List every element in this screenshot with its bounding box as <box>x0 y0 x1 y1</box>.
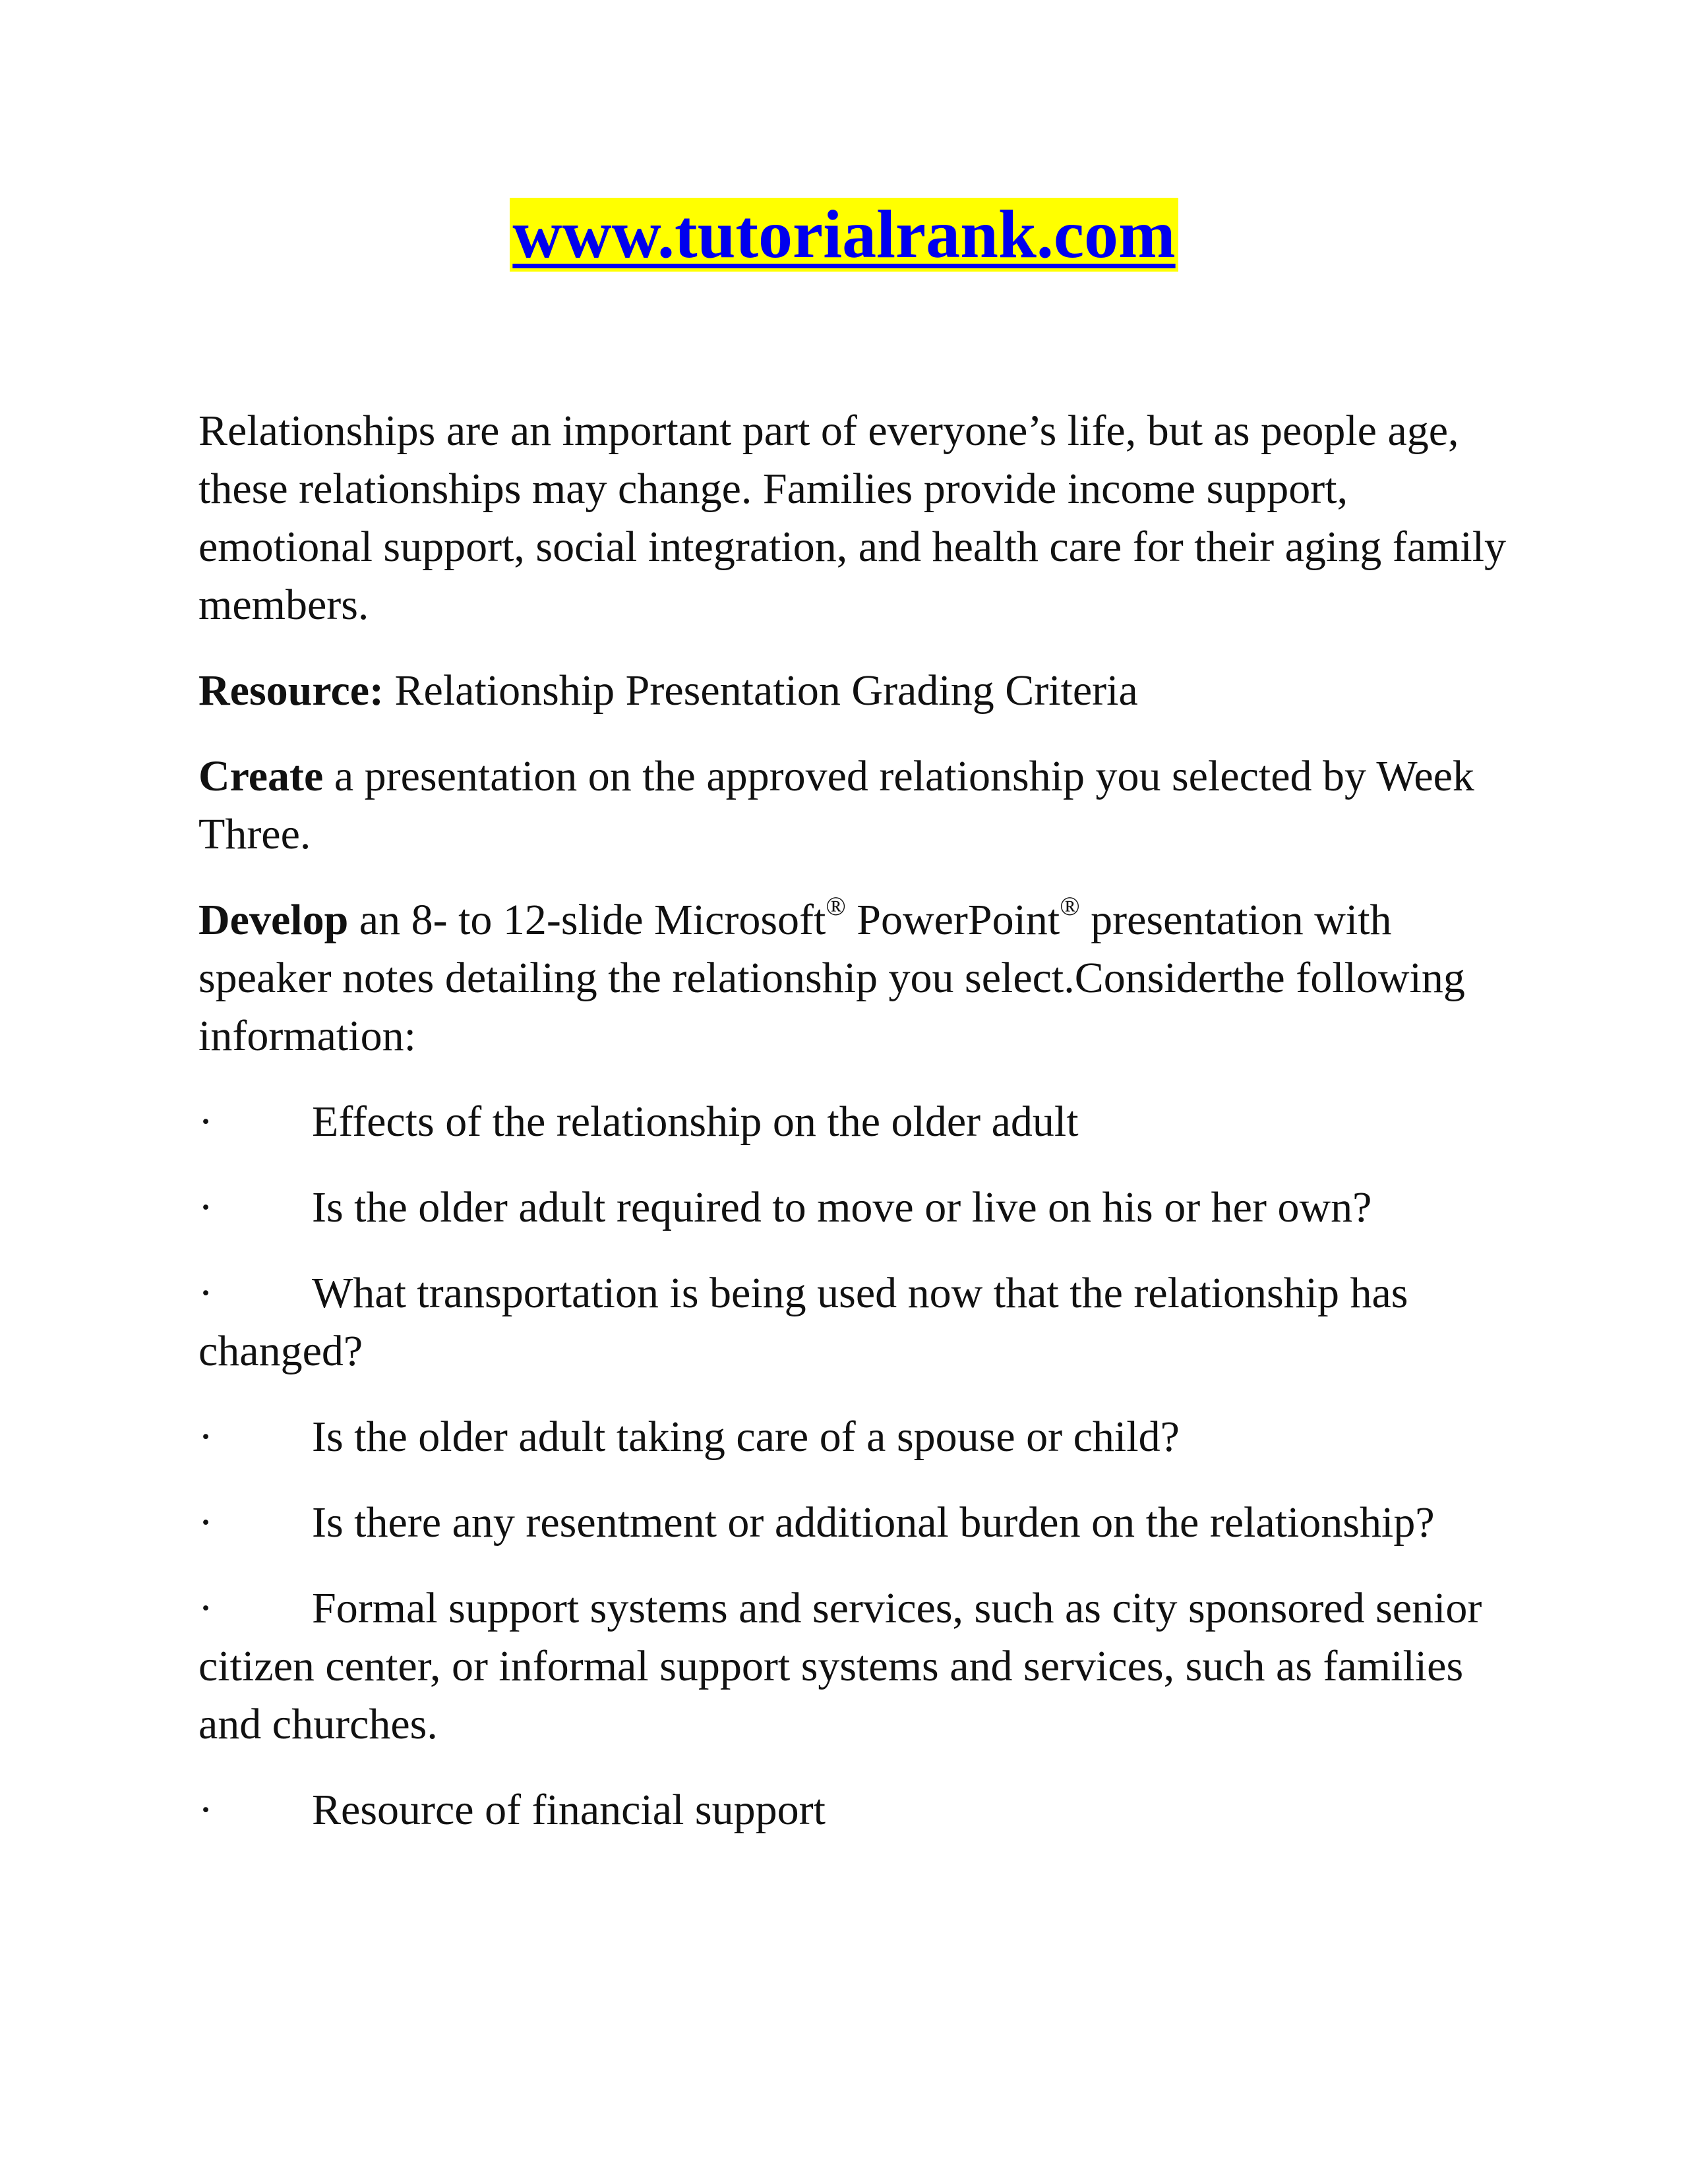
bullet-text: Formal support systems and services, such as city sponsored senior citizen center, or informal support systems and services, such as families and churches. <box>198 1584 1482 1748</box>
resource-label: Resource: <box>198 666 384 715</box>
resource-paragraph <box>198 662 1517 720</box>
create-paragraph <box>198 748 1517 864</box>
resource-text: Relationship Presentation Grading Criteria <box>384 666 1138 715</box>
bullet-item <box>198 1093 1517 1151</box>
bullet-text: Is the older adult required to move or live on his or her own? <box>312 1183 1372 1231</box>
bullet-dot-icon: · <box>198 1413 213 1461</box>
create-text: a presentation on the approved relationship you selected by Week Three. <box>198 752 1474 858</box>
bullet-item <box>198 1494 1517 1552</box>
bullet-dot-icon: · <box>198 1498 213 1547</box>
document-body <box>198 402 1517 1867</box>
bullet-item <box>198 1408 1517 1466</box>
bullet-item <box>198 1179 1517 1237</box>
create-label: Create <box>198 752 324 800</box>
intro-paragraph: Relationships are an important part of everyone’s life, but as people age, these relationships may change. Families provide income support, emotional support, social integration, and health care for their aging family members. <box>198 407 1507 629</box>
bullet-text: Is there any resentment or additional burden on the relationship? <box>312 1498 1435 1547</box>
bullet-item <box>198 1264 1517 1380</box>
develop-text-1: an 8- to 12-slide Microsoft <box>348 896 826 944</box>
bullet-text: Is the older adult taking care of a spouse or child? <box>312 1413 1180 1461</box>
registered-mark: ® <box>826 891 846 921</box>
registered-mark: ® <box>1060 891 1080 921</box>
bullet-text: Resource of financial support <box>312 1786 826 1834</box>
develop-text-3: presentation with speaker notes detailing the relationship you select.Considerthe following information: <box>198 896 1465 1060</box>
bullet-dot-icon: · <box>198 1584 213 1632</box>
bullet-text: What transportation is being used now that the relationship has changed? <box>198 1269 1408 1375</box>
site-header <box>0 198 1688 272</box>
bullet-dot-icon: · <box>198 1786 213 1834</box>
site-url-link[interactable]: www.tutorialrank.com <box>510 198 1178 272</box>
bullet-dot-icon: · <box>198 1269 213 1317</box>
bullet-dot-icon: · <box>198 1183 213 1231</box>
develop-paragraph <box>198 891 1517 1065</box>
develop-text-2: PowerPoint <box>845 896 1060 944</box>
bullet-text: Effects of the relationship on the older adult <box>312 1098 1079 1146</box>
bullet-dot-icon: · <box>198 1098 213 1146</box>
bullet-item <box>198 1579 1517 1754</box>
develop-label: Develop <box>198 896 349 944</box>
bullet-item <box>198 1781 1517 1839</box>
